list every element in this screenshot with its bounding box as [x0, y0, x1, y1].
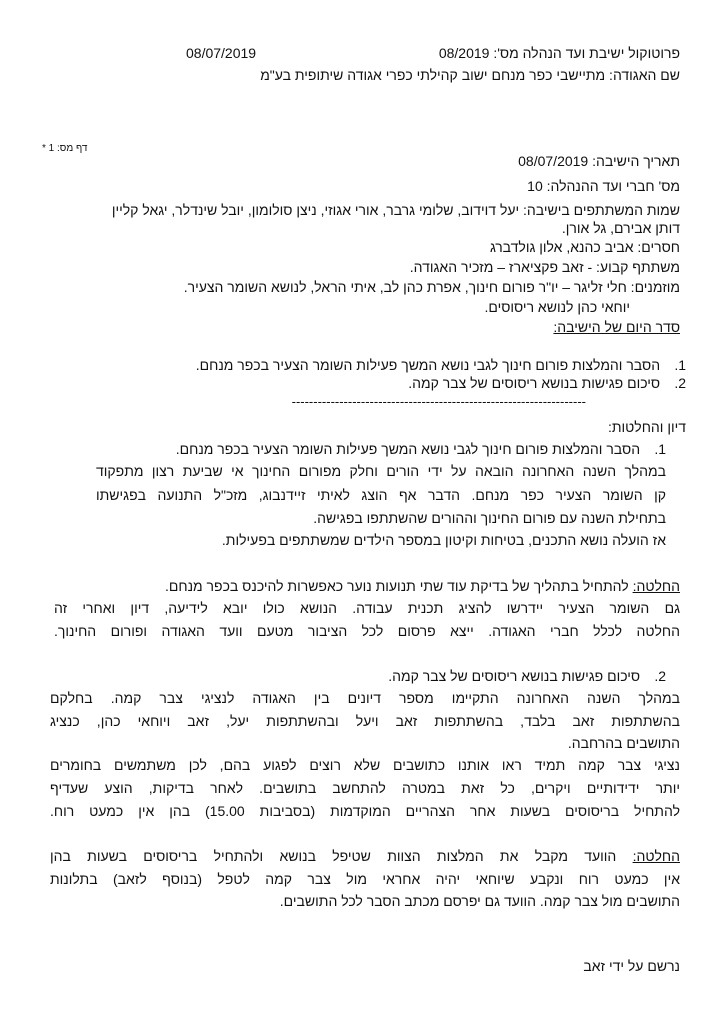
item1-paragraph-line: במהלך השנה האחרונה הובאה על ידי הורים וחלק מפורום החינוך אי שביעת רצון מתפקוד [96, 463, 666, 479]
discussion-item-number: 2. [654, 668, 666, 684]
invited-line-1: מוזמנים: חלי זליגר – יו"ר פורום חינוך, אפרת כהן לב, איתי הראל, לנושא השומר הצעיר. [183, 279, 680, 295]
item1-paragraph-line: בתחילת השנה עם פורום החינוך וההורים שהשתתפו בפגישה. [313, 510, 666, 526]
decision-label: החלטה: [632, 848, 681, 864]
page-number: דף מס: 1 * [42, 143, 88, 154]
item2-paragraph-line: נציגי צבר קמה תמיד ראו אותנו כתושבים שלא רוצים לפגוע בהם, לכן משתמשים בחומרים [50, 757, 680, 773]
discussion-item-number: 1. [654, 441, 666, 457]
decision-text: הוועד מקבל את המלצות הצוות שטיפל בנושא ולהתחיל בריסוסים בשעות בהן [50, 848, 617, 864]
decision-label: החלטה: [632, 578, 680, 594]
item2-decision-line: התושבים מול צבר קמה. הוועד גם יפרסם מכתב הסבר לכל התושבים. [279, 893, 680, 909]
item2-paragraph-line: התושבים בהרחבה. [567, 735, 680, 751]
absent-line: חסרים: אביב כהנא, אלון גולדברג [489, 239, 680, 255]
protocol-title: פרוטוקול ישיבת ועד הנהלה מס': 08/2019 [438, 45, 680, 61]
item1-paragraph-line: אז הועלה נושא התכנים, בטיחות וקיטון במספר הילדים שמשתתפים בפעילות. [221, 532, 666, 548]
discussion-item-heading-text: הסבר והמלצות פורום חינוך לגבי נושא המשך פעילות השומר הצעיר בכפר מנחם. [175, 441, 641, 457]
discussion-item-1-heading [176, 440, 666, 458]
participants-line-2: דותן אבירם, גל אורן. [561, 220, 680, 236]
item1-decision-line-1 [165, 577, 680, 595]
invited-line-2: יוחאי כהן לנושא ריסוסים. [484, 299, 630, 315]
agenda-item-number: 1. [674, 357, 686, 373]
item2-decision-line: אין כמעט רוח ונקבע שיוחאי יהיה אחראי מול צבר קמה לטפל (בנוסף לזאב) בתלונות [50, 871, 680, 887]
discussion-title: דיון והחלטות: [607, 419, 686, 435]
recorded-by: נרשם על ידי זאב [583, 958, 680, 974]
item1-paragraph-line: קן השומר הצעיר כפר מנחם. הדבר אף הוצג לאיתי זיידנבוג, מזכ"ל התנועה בפגישתו [96, 487, 666, 503]
agenda-item-text: סיכום פגישות בנושא ריסוסים של צבר קמה. [408, 375, 661, 391]
agenda-divider: -------------------------------------------------------------------- [291, 394, 586, 409]
meeting-date: תאריך הישיבה: 08/07/2019 [518, 153, 680, 169]
item2-decision-line-1 [50, 847, 680, 865]
item2-paragraph-line: יותר ידידותיים ויקרים, כל זאת במטרה להתחשב בתושבים. לאחר בדיקות, הוצע שעדיף [50, 780, 680, 796]
participants-line-1: שמות המשתתפים בישיבה: יעל דוידוב, שלומי גרבר, אורי אגוזי, ניצן סולומון, יובל שינדלר, יגאל קליין [111, 202, 680, 218]
agenda-item-number: 2. [674, 375, 686, 391]
item1-decision-line: החלטה לכלל חברי האגודה. ייצא פרסום לכל הציבור מטעם וועד האגודה ופורום החינוך. [54, 623, 680, 639]
discussion-item-2-heading [388, 667, 666, 685]
agenda-item-2 [408, 374, 686, 392]
item1-decision-line: גם השומר הצעיר יידרשו להציג תכנית עבודה. הנושא כולו יובא לידיעה, דיון ואחרי זה [54, 600, 680, 616]
discussion-item-heading-text: סיכום פגישות בנושא ריסוסים של צבר קמה. [388, 668, 641, 684]
members-count: מס' חברי ועד ההנהלה: 10 [527, 178, 680, 194]
agenda-item-text: הסבר והמלצות פורום חינוך לגבי נושא המשך פעילות השומר הצעיר בכפר מנחם. [195, 357, 661, 373]
decision-text: להתחיל בתהליך של בדיקת עוד שתי תנועות נוער כאפשרות להיכנס בכפר מנחם. [165, 578, 629, 594]
item2-paragraph-line: בהשתתפות זאב בלבד, בהשתתפות זאב ויעל ובהשתתפות יעל, זאב ויוחאי כהן, כנציג [50, 713, 680, 729]
item2-paragraph-line: להתחיל בריסוסים בשעות אחר הצהריים המוקדמות (בסביבות 15.00) בהן אין כמעט רוח. [50, 803, 680, 819]
agenda-title: סדר היום של הישיבה: [553, 319, 680, 335]
agenda-item-1 [196, 356, 686, 374]
association-name: שם האגודה: מתיישבי כפר מנחם ישוב קהילתי כפרי אגודה שיתופית בע"מ [260, 67, 680, 83]
protocol-date: 08/07/2019 [186, 45, 257, 61]
item2-paragraph-line: במהלך השנה האחרונה התקיימו מספר דיונים בין האגודה לנציגי צבר קמה. בחלקם [50, 690, 680, 706]
permanent-participant: משתתף קבוע: - זאב פקציארז – מזכיר האגודה. [409, 259, 680, 275]
